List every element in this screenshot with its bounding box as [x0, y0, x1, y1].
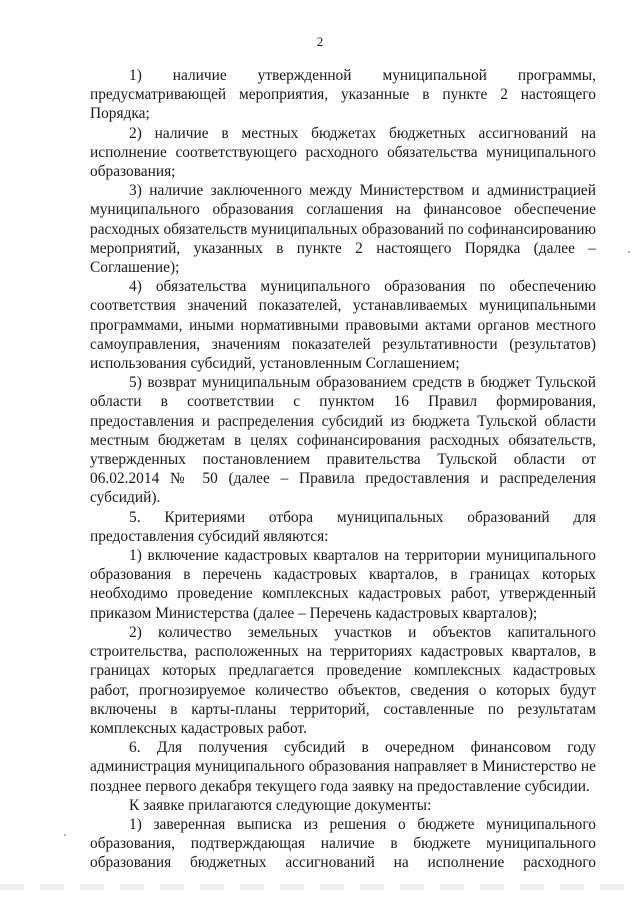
paragraph-item-2: 2) наличие в местных бюджетах бюджетных ассигнований на исполнение соответствующего расходного обязательства муниципального образования; [90, 124, 596, 181]
paragraph-attachments-intro: К заявке прилагаются следующие документы: [129, 796, 432, 814]
paragraph-criterion-1: 1) включение кадастровых кварталов на территории муниципального образования в перечень кадастровых кварталов, в границах которых необходимо проведение комплексных кадастровых работ, утвержденный приказом Министерства (далее – Перечень кадастровых кварталов); [90, 547, 596, 622]
scan-bottom-edge [0, 884, 640, 890]
paragraph-item-4: 4) обязательства муниципального образования по обеспечению соответствия значений показателей, устанавливаемых муниципальными программами, иными нормативными правовыми актами органов местного самоуправления, значениям показателей результативности (результатов) использования субсидий, установленным Соглашением; [90, 278, 596, 373]
paragraph-selection-criteria: 5. Критериями отбора муниципальных образований для предоставления субсидий являются: [90, 508, 596, 545]
paragraph-item-1: 1) наличие утвержденной муниципальной программы, предусматривающей мероприятия, указанные в пункте 2 настоящего Порядка; [90, 67, 596, 123]
page-number: 2 [316, 34, 324, 49]
document-body [90, 66, 596, 873]
scan-speck [64, 834, 66, 836]
paragraph-item-3: 3) наличие заключенного между Министерством и администрацией муниципального образования соглашения на финансовое обеспечение расходных обязательств муниципальных образований по софинансированию мероприятий, указанных в пункте 2 настоящего Порядка (далее – Соглашение); [90, 182, 596, 277]
paragraph-application: 6. Для получения субсидий в очередном финансовом году администрация муниципального образования направляет в Министерство не позднее первого декабря текущего года заявку на предоставление субсидии. [90, 739, 596, 795]
scan-speck [628, 251, 630, 253]
paragraph-criterion-2: 2) количество земельных участков и объектов капитального строительства, расположенных на территориях кадастровых кварталов, в границах которых предлагается проведение комплексных кадастровых работ, прогнозируемое количество объектов, сведения о которых будут включены в карты-планы территорий, составленные по результатам комплексных кадастровых работ. [90, 623, 596, 737]
paragraph-item-5: 5) возврат муниципальным образованием средств в бюджет Тульской области в соответствии с пунктом 16 Правил формирования, предоставления и распределения субсидий из бюджета Тульской области местным бюджетам в целях софинансирования расходных обязательств, утвержденных постановлением правительства Тульской области от 06.02.2014 № 50 (далее – Правила предоставления и распределения субсидий). [90, 374, 596, 507]
paragraph-attachment-1: 1) заверенная выписка из решения о бюджете муниципального образования, подтверждающая наличие в бюджете муниципального образования бюджетных ассигнований на исполнение расходного [90, 815, 596, 872]
